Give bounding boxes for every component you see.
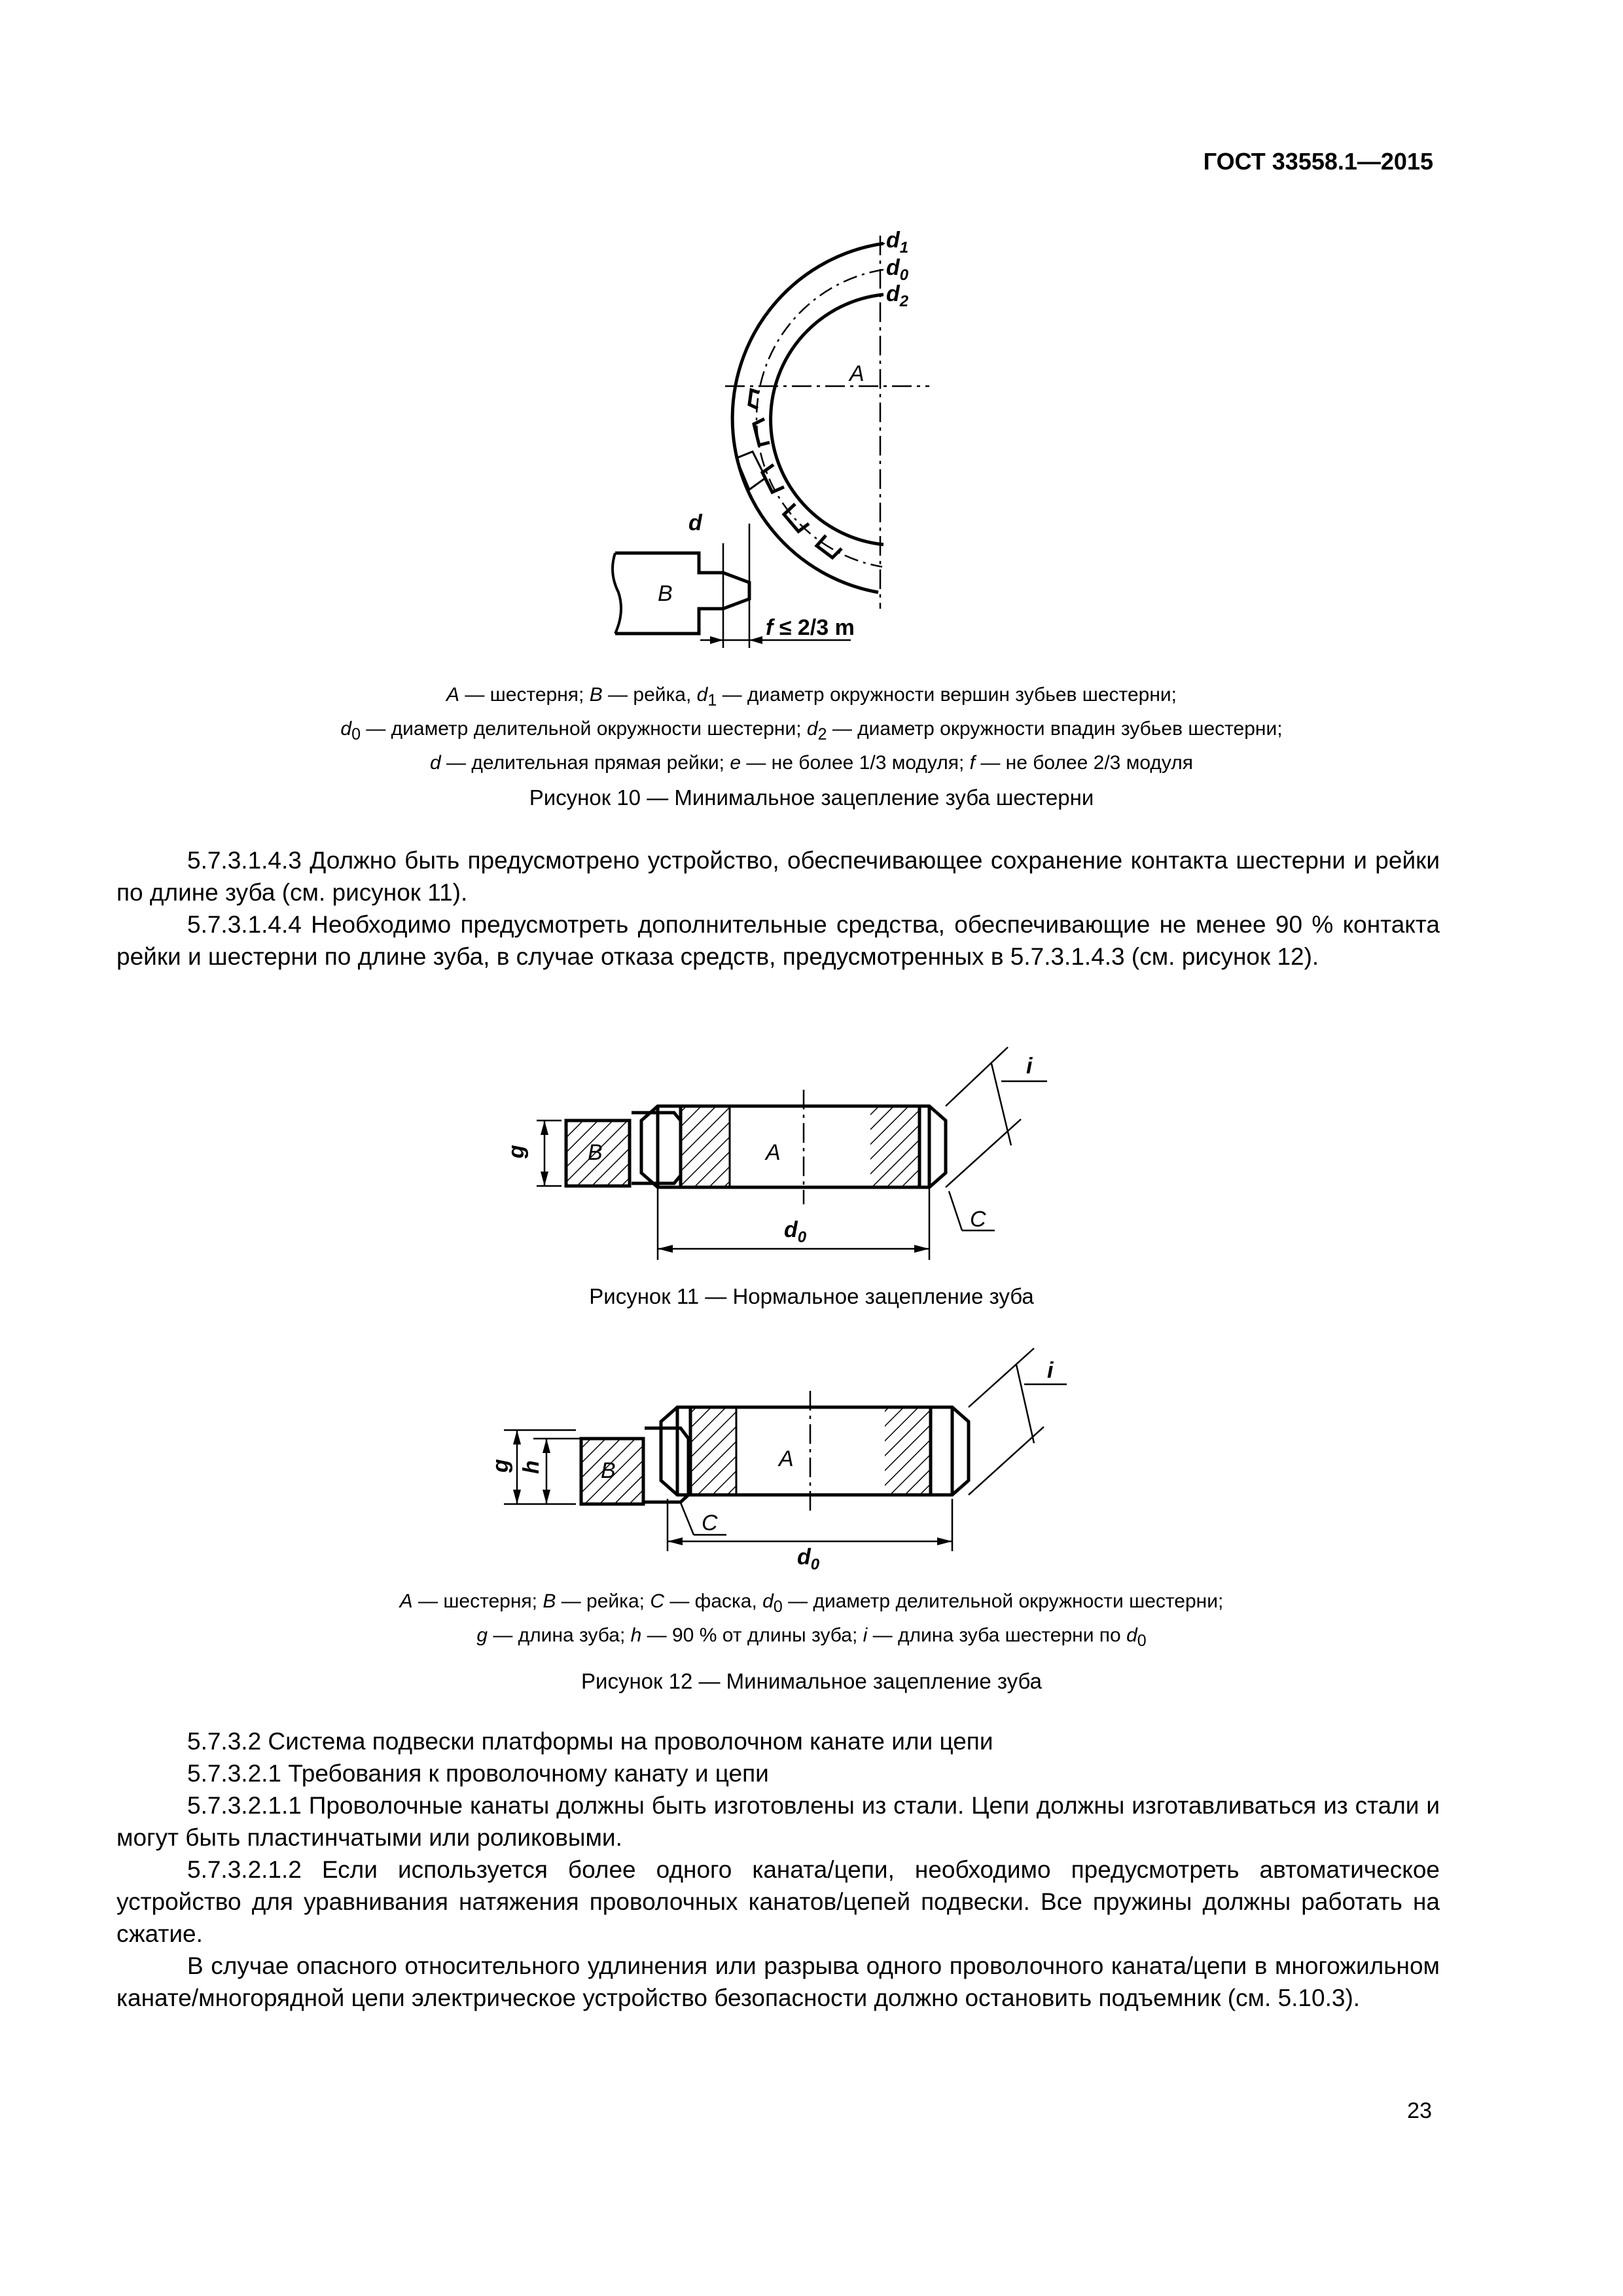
body-section-1	[116, 844, 1440, 973]
label-g: g	[488, 1459, 513, 1473]
label-i: i	[1047, 1358, 1054, 1383]
label-d0: $d_0$	[886, 255, 909, 284]
label-C: C	[702, 1511, 718, 1535]
page-number: 23	[1407, 2098, 1432, 2123]
label-g: g	[504, 1145, 529, 1158]
label-B: B	[658, 581, 673, 606]
pitch-circle-arc	[757, 270, 883, 567]
label-A: A	[766, 1140, 781, 1165]
paragraph: 5.7.3.1.4.4 Необходимо предусмотреть дополнительные средства, обеспечивающие не менее 90 % контакта рейки и шестерни по длине зуба, в случае отказа средств, предусмотренных в 5.7.3.1.4.3 (см. рисунок 12).	[116, 911, 1440, 970]
label-h: h	[519, 1460, 544, 1474]
label-B: B	[601, 1458, 616, 1483]
paragraph: В случае опасного относительного удлинения или разрыва одного проволочного каната/цепи в многожильном канате/многорядной цепи электрическое устройство безопасности должно остановить подъемник (см. 5.10.3).	[116, 1952, 1440, 2011]
label-i: i	[1026, 1054, 1033, 1079]
label-C: C	[970, 1207, 986, 1232]
figure-11-caption: Рисунок 11 — Нормальное зацепление зуба	[589, 1284, 1034, 1308]
label-d0: $d_0$	[797, 1545, 820, 1573]
standard-header: ГОСТ 33558.1—2015	[1203, 148, 1433, 175]
figure-12-legend: A — шестерня; B — рейка; C — фаска, $d_0$ — диаметр делительной окружности шестерни; g — длина зуба; h — 90 % от длины зуба; i — длина зуба шестерни по $d_0$	[399, 1590, 1224, 1650]
label-d0: $d_0$	[784, 1217, 807, 1246]
body-section-2	[116, 1725, 1440, 2014]
label-d2: $d_2$	[886, 281, 909, 310]
label-A: A	[779, 1446, 794, 1471]
paragraph: 5.7.3.2.1.2 Если используется более одного каната/цепи, необходимо предусмотреть автоматическое устройство для уравнивания натяжения проволочных канатов/цепей подвески. Все пружины должны работать на сжатие.	[116, 1856, 1440, 1947]
label-d1: $d_1$	[886, 228, 909, 257]
gear-tooth	[754, 419, 770, 445]
label-B: B	[588, 1140, 603, 1165]
label-f: f ≤ 2/3 m	[766, 615, 855, 640]
figure-10-legend: A — шестерня; B — рейка, $d_1$ — диаметр окружности вершин зубьев шестерни; $d_0$ — диаметр делительной окружности шестерни; $d_2$ — диаметр окружности впадин зубьев шестерни; d — делительная прямая рейки; e — не более 1/3 модуля; f — не более 2/3 модуля	[340, 684, 1283, 774]
figure-10-caption: Рисунок 10 — Минимальное зацепление зуба шестерни	[529, 785, 1094, 810]
paragraph: 5.7.3.2.1.1 Проволочные канаты должны быть изготовлены из стали. Цепи должны изготавливаться из стали и могут быть пластинчатыми или роликовыми.	[116, 1792, 1440, 1851]
rack-body	[615, 553, 749, 634]
figure-12-drawing	[0, 1329, 1623, 1577]
figure-12-caption: Рисунок 12 — Минимальное зацепление зуба	[581, 1669, 1042, 1693]
paragraph: 5.7.3.1.4.3 Должно быть предусмотрено устройство, обеспечивающее сохранение контакта шестерни и рейки по длине зуба (см. рисунок 11).	[116, 847, 1440, 906]
figure-10-drawing	[0, 216, 1623, 668]
figure-11-drawing	[0, 1028, 1623, 1283]
paragraph: 5.7.3.2 Система подвески платформы на проволочном канате или цепи	[187, 1728, 993, 1755]
root-circle-arc	[771, 295, 883, 545]
label-A: A	[849, 361, 865, 386]
label-d: d	[688, 511, 702, 535]
paragraph: 5.7.3.2.1 Требования к проволочному канату и цепи	[187, 1760, 769, 1787]
